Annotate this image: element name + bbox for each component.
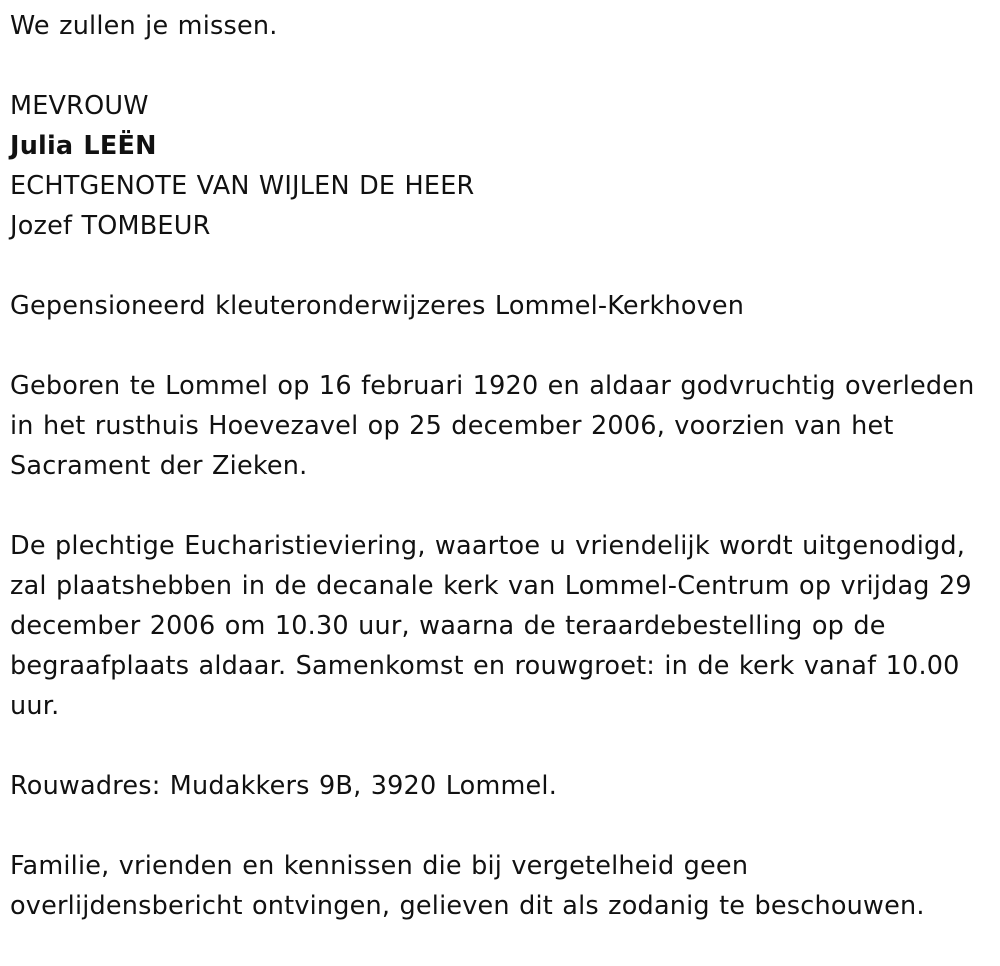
spacer [10, 806, 994, 846]
address-text: Rouwadres: Mudakkers 9B, 3920 Lommel. [10, 771, 558, 801]
intro-text: We zullen je missen. [10, 11, 278, 41]
deceased-name: Julia LEËN [10, 131, 157, 161]
paragraph-line: begraafplaats aldaar. Samenkomst en rouwgroet: in de kerk vanaf 10.00 [10, 651, 960, 681]
paragraph-line: december 2006 om 10.30 uur, waarna de teraardebestelling op de [10, 611, 886, 641]
paragraph-line: De plechtige Eucharistieviering, waartoe u vriendelijk wordt uitgenodigd, [10, 531, 966, 561]
spacer [10, 46, 994, 86]
spouse-name: Jozef TOMBEUR [10, 211, 211, 241]
ceremony-paragraph [10, 526, 994, 726]
title-text: MEVROUW [10, 91, 149, 121]
death-notice [10, 6, 994, 926]
closing-paragraph [10, 846, 994, 926]
paragraph-line: uur. [10, 691, 60, 721]
paragraph-line: in het rusthuis Hoevezavel op 25 december 2006, voorzien van het [10, 411, 894, 441]
occupation-text: Gepensioneerd kleuteronderwijzeres Lommel-Kerkhoven [10, 291, 745, 321]
birth-death-paragraph [10, 366, 994, 486]
spacer [10, 326, 994, 366]
paragraph-line: Sacrament der Zieken. [10, 451, 308, 481]
spacer [10, 726, 994, 766]
paragraph-line: Geboren te Lommel op 16 februari 1920 en aldaar godvruchtig overleden [10, 371, 975, 401]
paragraph-line: Familie, vrienden en kennissen die bij vergetelheid geen [10, 851, 749, 881]
spacer [10, 486, 994, 526]
paragraph-line: zal plaatshebben in de decanale kerk van Lommel-Centrum op vrijdag 29 [10, 571, 972, 601]
paragraph-line: overlijdensbericht ontvingen, gelieven dit als zodanig te beschouwen. [10, 891, 925, 921]
spacer [10, 246, 994, 286]
spouse-label: ECHTGENOTE VAN WIJLEN DE HEER [10, 171, 475, 201]
